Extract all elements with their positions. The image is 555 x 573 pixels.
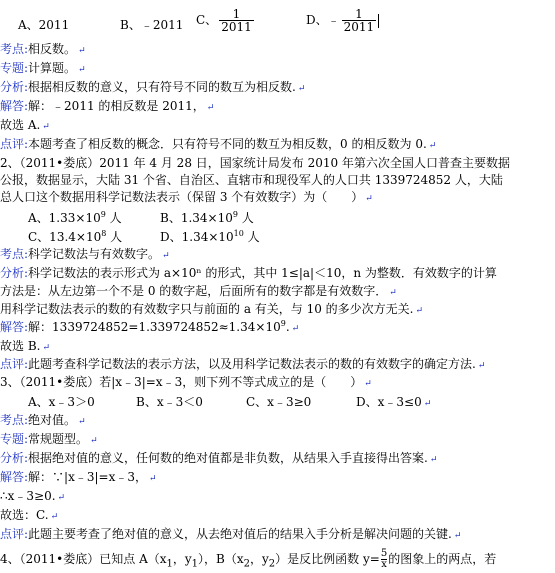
s3-dianping: 点评:此题主要考查了绝对值的意义，从去绝对值后的结果入手分析是解决问题的关键. ↵ <box>0 527 462 541</box>
q2-option-b: B、$1.34\times 10^9$ 人 <box>160 210 254 225</box>
q3-option-d: D、x﹣3≤0 ↵ <box>356 395 432 409</box>
q1-option-d: D、﹣ $\frac{1}{2011}$ <box>306 8 379 33</box>
q2-stem-line1: 2、（2011•娄底）2011 年 4 月 28 日，国家统计局发布 2010 年第六次全国人口普查主要数据 <box>0 156 510 170</box>
q2-stem-line2: 公报，数据显示，大陆 31 个省、自治区、直辖市和现役军人的人口共 1339724852 人，大陆 <box>0 173 503 187</box>
s2-fenxi-3: 用科学记数法表示的数的有效数字只与前面的 a 有关，与 10 的多少次方无关. ↵ <box>0 302 424 316</box>
q2-option-c: C、$13.4\times 10^8$ 人 <box>28 229 123 244</box>
q1-option-d-fraction: $\frac{1}{2011}$ <box>343 7 375 34</box>
q1-option-c-fraction: $\frac{1}{2011}$ <box>221 7 252 34</box>
s3-therefore: ∴x﹣3≥0. ↵ <box>0 489 66 503</box>
s3-kaodian: 考点:绝对值。 ↵ <box>0 413 86 427</box>
q1-option-c: C、 $\frac{1}{2011}$ <box>196 7 252 34</box>
s2-fenxi-2: 方法是：从左边第一个不是 0 的数字起，后面所有的数字都是有效数字． ↵ <box>0 284 397 298</box>
q2-option-a: A、$1.33\times 10^9$ 人 <box>28 210 122 225</box>
q3-option-b: B、x﹣3＜0 <box>136 395 203 409</box>
q1-option-a: A、2011 <box>18 18 70 32</box>
s1-jieda: 解答:解：﹣2011 的相反数是 2011， ↵ <box>0 99 215 113</box>
q2-option-d: D、$1.34\times 10^{10}$ 人 <box>160 229 260 244</box>
s1-answer: 故选 A. ↵ <box>0 118 50 132</box>
q4-fraction: $\frac{5}{x}$ <box>380 548 388 570</box>
q3-option-a: A、x﹣3＞0 <box>28 395 95 409</box>
s1-dianping: 点评:本题考查了相反数的概念．只有符号不同的数互为相反数，0 的相反数为 0. ↵ <box>0 137 437 151</box>
s2-dianping: 点评:此题考查科学记数法的表示方法，以及用科学记数法表示的数的有效数字的确定方法. ↵ <box>0 357 486 371</box>
q3-stem: 3、（2011•娄底）若|x﹣3|=x﹣3，则下列不等式成立的是（ ） ↵ <box>0 375 372 389</box>
s3-answer: 故选：C. ↵ <box>0 508 59 522</box>
s3-zhuanti: 专题:常规题型。 ↵ <box>0 432 98 446</box>
s3-fenxi: 分析:根据绝对值的意义，任何数的绝对值都是非负数，从结果入手直接得出答案. ↵ <box>0 451 438 465</box>
s2-answer: 故选 B. ↵ <box>0 339 50 353</box>
s2-jieda: 解答:解：$1339724852=1.339724852\approx 1.34\times 10^9$. ↵ <box>0 319 300 334</box>
q3-option-c: C、x﹣3≥0 <box>246 395 312 409</box>
s1-kaodian: 考点:相反数。 ↵ <box>0 42 86 56</box>
s1-fenxi: 分析:根据相反数的意义，只有符号不同的数互为相反数. ↵ <box>0 80 306 94</box>
s3-jieda: 解答:解：∵|x﹣3|=x﹣3， ↵ <box>0 470 157 484</box>
s1-zhuanti: 专题:计算题。 ↵ <box>0 61 86 75</box>
q1-option-b: B、﹣2011 <box>120 18 184 32</box>
q4-stem: 4、（2011•娄底）已知点 $A(x_1$，$y_1$），$B(x_2$，$y_2$）是反比例函数 y= $\frac{5}{x}$ 的图象上的两点，若 <box>0 548 497 570</box>
text-cursor <box>378 14 379 28</box>
s2-kaodian: 考点:科学记数法与有效数字。 ↵ <box>0 247 170 261</box>
q2-stem-line3: 总人口这个数据用科学记数法表示（保留 3 个有效数字）为（ ） ↵ <box>0 190 373 204</box>
s2-fenxi-1: 分析:科学记数法的表示形式为 a×10ⁿ 的形式，其中 1≤|a|＜10，n 为整数．有效数字的计算 <box>0 266 497 280</box>
